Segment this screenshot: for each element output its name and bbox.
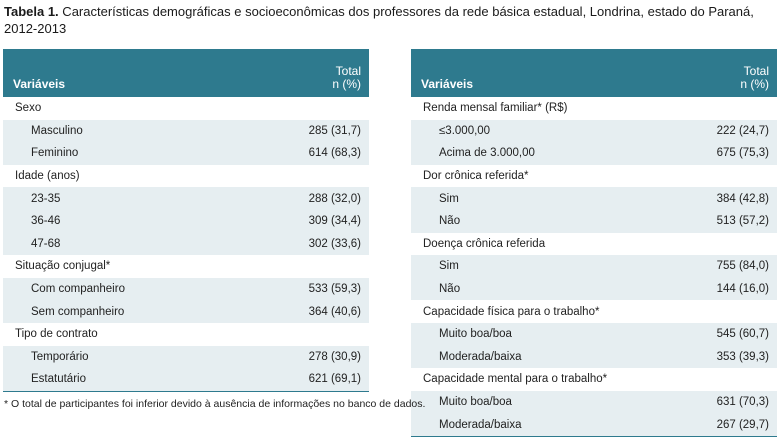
row-value — [271, 165, 369, 188]
table-row — [3, 120, 369, 143]
table-row — [411, 255, 777, 278]
row-label: ≤3.000,00 — [439, 124, 491, 137]
row-label: Moderada/baixa — [411, 413, 679, 436]
category-row — [411, 300, 777, 323]
category-label: Situação conjugal* — [15, 260, 111, 273]
footnote: * O total de participantes foi inferior devido à ausência de informações no banco de dados. — [4, 398, 426, 410]
row-label: Sim — [439, 260, 459, 273]
table-row — [3, 233, 369, 256]
row-value: 353 (39,3) — [716, 350, 769, 363]
category-row — [3, 255, 369, 278]
row-label: Moderada/baixa — [439, 350, 522, 363]
table-row — [411, 187, 777, 210]
category-row — [411, 368, 777, 391]
table-left — [3, 49, 369, 392]
header-total-line2: n (%) — [332, 77, 361, 91]
row-value: 621 (69,1) — [271, 368, 369, 391]
row-value: 631 (70,3) — [716, 396, 769, 409]
table-header-row — [3, 49, 369, 97]
table-row — [411, 210, 777, 233]
category-label: Idade (anos) — [15, 170, 80, 183]
row-label: 47-68 — [31, 237, 61, 250]
table-caption — [4, 3, 774, 37]
row-value: 288 (32,0) — [308, 192, 361, 205]
row-label: Sem companheiro — [31, 305, 125, 318]
table-right-body — [411, 97, 777, 436]
table-row — [3, 300, 369, 323]
row-value — [679, 165, 777, 188]
row-value: 533 (59,3) — [308, 283, 361, 296]
table-row — [411, 391, 777, 414]
category-label: Tipo de contrato — [15, 328, 98, 341]
table-row — [3, 368, 369, 391]
row-label: Com companheiro — [31, 283, 125, 296]
category-label: Sexo — [15, 102, 42, 115]
row-value — [679, 97, 777, 120]
table-row — [3, 346, 369, 369]
caption-text: Características demográficas e socioeconômicas dos professores da rede básica estadual, Londrina, estado do Paraná, 2012-2013 — [4, 4, 754, 36]
table-row — [411, 120, 777, 143]
row-value: 755 (84,0) — [716, 260, 769, 273]
header-total-line1: Total — [743, 64, 769, 78]
row-label: Muito boa/boa — [439, 328, 512, 341]
category-row — [411, 165, 777, 188]
row-label: 23-35 — [31, 192, 61, 205]
row-label: Não — [439, 283, 461, 296]
category-label: Renda mensal familiar* (R$) — [423, 102, 568, 115]
row-value: 285 (31,7) — [308, 124, 361, 137]
table-right — [411, 49, 777, 437]
header-total-line1: Total — [335, 64, 361, 78]
row-value: 267 (29,7) — [679, 413, 777, 436]
row-value: 302 (33,6) — [308, 237, 361, 250]
row-value: 513 (57,2) — [716, 215, 769, 228]
row-value — [679, 368, 777, 391]
header-total — [679, 49, 777, 97]
row-value: 309 (34,4) — [308, 215, 361, 228]
row-label: Acima de 3.000,00 — [439, 147, 535, 160]
category-row — [3, 323, 369, 346]
header-total-line2: n (%) — [740, 77, 769, 91]
row-label: Estatutário — [3, 368, 271, 391]
row-value: 614 (68,3) — [308, 147, 361, 160]
category-row — [411, 233, 777, 256]
category-row — [411, 97, 777, 120]
row-value — [271, 323, 369, 346]
row-label: Muito boa/boa — [439, 396, 512, 409]
table-row — [3, 210, 369, 233]
row-value: 545 (60,7) — [716, 328, 769, 341]
table-row — [3, 142, 369, 165]
row-label: Masculino — [31, 124, 83, 137]
row-value: 144 (16,0) — [716, 283, 769, 296]
row-label: Não — [439, 215, 461, 228]
category-row — [3, 97, 369, 120]
table-header-row — [411, 49, 777, 97]
row-value: 675 (75,3) — [716, 147, 769, 160]
table-row — [411, 346, 777, 369]
row-value — [271, 97, 369, 120]
category-label: Doença crônica referida — [423, 237, 546, 250]
table-row — [411, 142, 777, 165]
row-value: 364 (40,6) — [308, 305, 361, 318]
row-value: 278 (30,9) — [308, 350, 361, 363]
table-row — [411, 323, 777, 346]
row-value — [679, 233, 777, 256]
row-label: 36-46 — [31, 215, 61, 228]
table-row — [411, 278, 777, 301]
row-label: Feminino — [31, 147, 79, 160]
table-row — [411, 413, 777, 436]
row-label: Temporário — [31, 350, 89, 363]
header-total — [271, 49, 369, 97]
table-row — [3, 278, 369, 301]
caption-label: Tabela 1. — [4, 4, 59, 19]
category-label: Dor crônica referida* — [423, 170, 529, 183]
row-value — [271, 255, 369, 278]
category-label: Capacidade física para o trabalho* — [423, 305, 600, 318]
category-row — [3, 165, 369, 188]
row-value: 222 (24,7) — [716, 124, 769, 137]
row-label: Sim — [439, 192, 459, 205]
table-left-body — [3, 97, 369, 391]
header-variaveis: Variáveis — [421, 77, 474, 91]
category-label: Capacidade mental para o trabalho* — [423, 373, 608, 386]
table-row — [3, 187, 369, 210]
row-value — [679, 300, 777, 323]
row-value: 384 (42,8) — [716, 192, 769, 205]
header-variaveis: Variáveis — [13, 77, 66, 91]
